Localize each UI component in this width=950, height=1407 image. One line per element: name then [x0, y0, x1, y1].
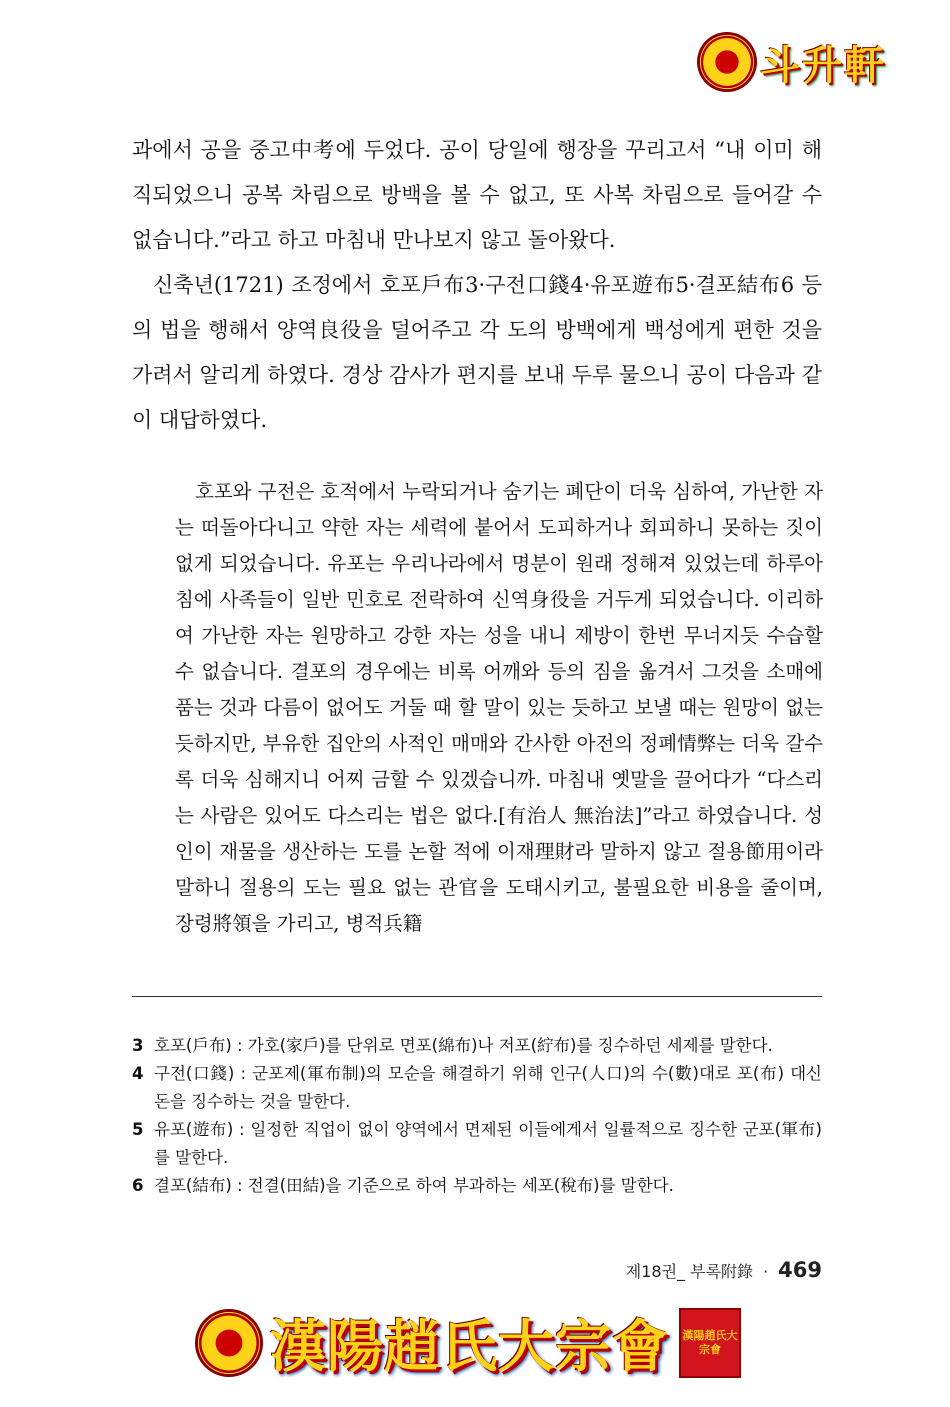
page-number: 469: [778, 1258, 822, 1282]
footnote-divider: [132, 996, 822, 997]
bottom-logo: [198, 1300, 758, 1385]
footnote-number: 6: [132, 1176, 144, 1195]
seal-stamp: 漢陽趙氏大宗會: [679, 1308, 741, 1378]
flower-emblem-icon: [198, 1312, 260, 1374]
footnotes: [132, 1032, 822, 1200]
footnote-text: 결포(結布) : 전결(田結)을 기준으로 하여 부과하는 세포(稅布)를 말한다.: [154, 1176, 674, 1195]
footnote-number: 3: [132, 1036, 144, 1055]
footnote-item: [132, 1060, 822, 1116]
footnote-number: 4: [132, 1064, 144, 1083]
main-body-text: [132, 128, 822, 443]
body-paragraph: 신축년(1721) 조정에서 호포戶布3·구전口錢4·유포遊布5·결포結布6 등의 법을 행해서 양역良役을 덜어주고 각 도의 방백에게 백성에게 편한 것을 가려서 알리게 하였다. 경상 감사가 편지를 보내 두루 물으니 공이 다음과 같이 대답하였다.: [132, 273, 822, 432]
body-paragraph: 과에서 공을 중고中考에 두었다. 공이 당일에 행장을 꾸리고서 “내 이미 해직되었으니 공복 차림으로 방백을 볼 수 없고, 또 사복 차림으로 들어갈 수 없습니다.”라고 하고 마침내 만나보지 않고 돌아왔다.: [132, 138, 822, 252]
bottom-logo-text: 漢陽趙氏大宗會: [270, 1313, 669, 1380]
footnote-item: [132, 1032, 822, 1060]
footer-separator: ·: [763, 1262, 769, 1281]
top-logo-text: 斗升軒: [760, 41, 886, 89]
footnote-item: [132, 1116, 822, 1172]
top-logo: [700, 30, 930, 94]
footnote-text: 호포(戶布) : 가호(家戶)를 단위로 면포(綿布)나 저포(紵布)를 징수하던 세제를 말한다.: [154, 1036, 773, 1055]
page-footer: [626, 1258, 822, 1282]
footnote-text: 구전(口錢) : 군포제(軍布制)의 모순을 해결하기 위해 인구(人口)의 수(數)대로 포(布) 대신 돈을 징수하는 것을 말한다.: [154, 1064, 822, 1111]
block-quote: 호포와 구전은 호적에서 누락되거나 숨기는 폐단이 더욱 심하여, 가난한 자는 떠돌아다니고 약한 자는 세력에 붙어서 도피하거나 회피하니 못하는 짓이 없게 되었습니다. 유포는 우리나라에서 명분이 원래 정해져 있었는데 하루아침에 사족들이 일반 민호로 전락하여 신역身役을 거두게 되었습니다. 이리하여 가난한 자는 원망하고 강한 자는 성을 내니 제방이 한번 무너지듯 수습할 수 없습니다. 결포의 경우에는 비록 어깨와 등의 짐을 옮겨서 그것을 소매에 품는 것과 다름이 없어도 거둘 때 할 말이 있는 듯하고 보낼 때는 원망이 없는 듯하지만, 부유한 집안의 사적인 매매와 간사한 아전의 정폐情弊는 더욱 갈수록 더욱 심해지니 어찌 금할 수 있겠습니까. 마침내 옛말을 끌어다가 “다스리는 사람은 있어도 다스리는 법은 없다.[有治人 無治法]”라고 하였습니다. 성인이 재물을 생산하는 도를 논할 적에 이재理財라 말하지 않고 절용節用이라 말하니 절용의 도는 필요 없는 관官을 도태시키고, 불필요한 비용을 줄이며, 장령將領을 가리고, 병적兵籍: [175, 480, 823, 935]
footnote-text: 유포(遊布) : 일정한 직업이 없이 양역에서 면제된 이들에게서 일률적으로 징수한 군포(軍布)를 말한다.: [154, 1120, 822, 1167]
flower-emblem-icon: [700, 35, 754, 89]
footnote-number: 5: [132, 1120, 144, 1139]
footnote-item: [132, 1172, 822, 1200]
section-title: 제18권_ 부록附錄: [625, 1262, 754, 1281]
